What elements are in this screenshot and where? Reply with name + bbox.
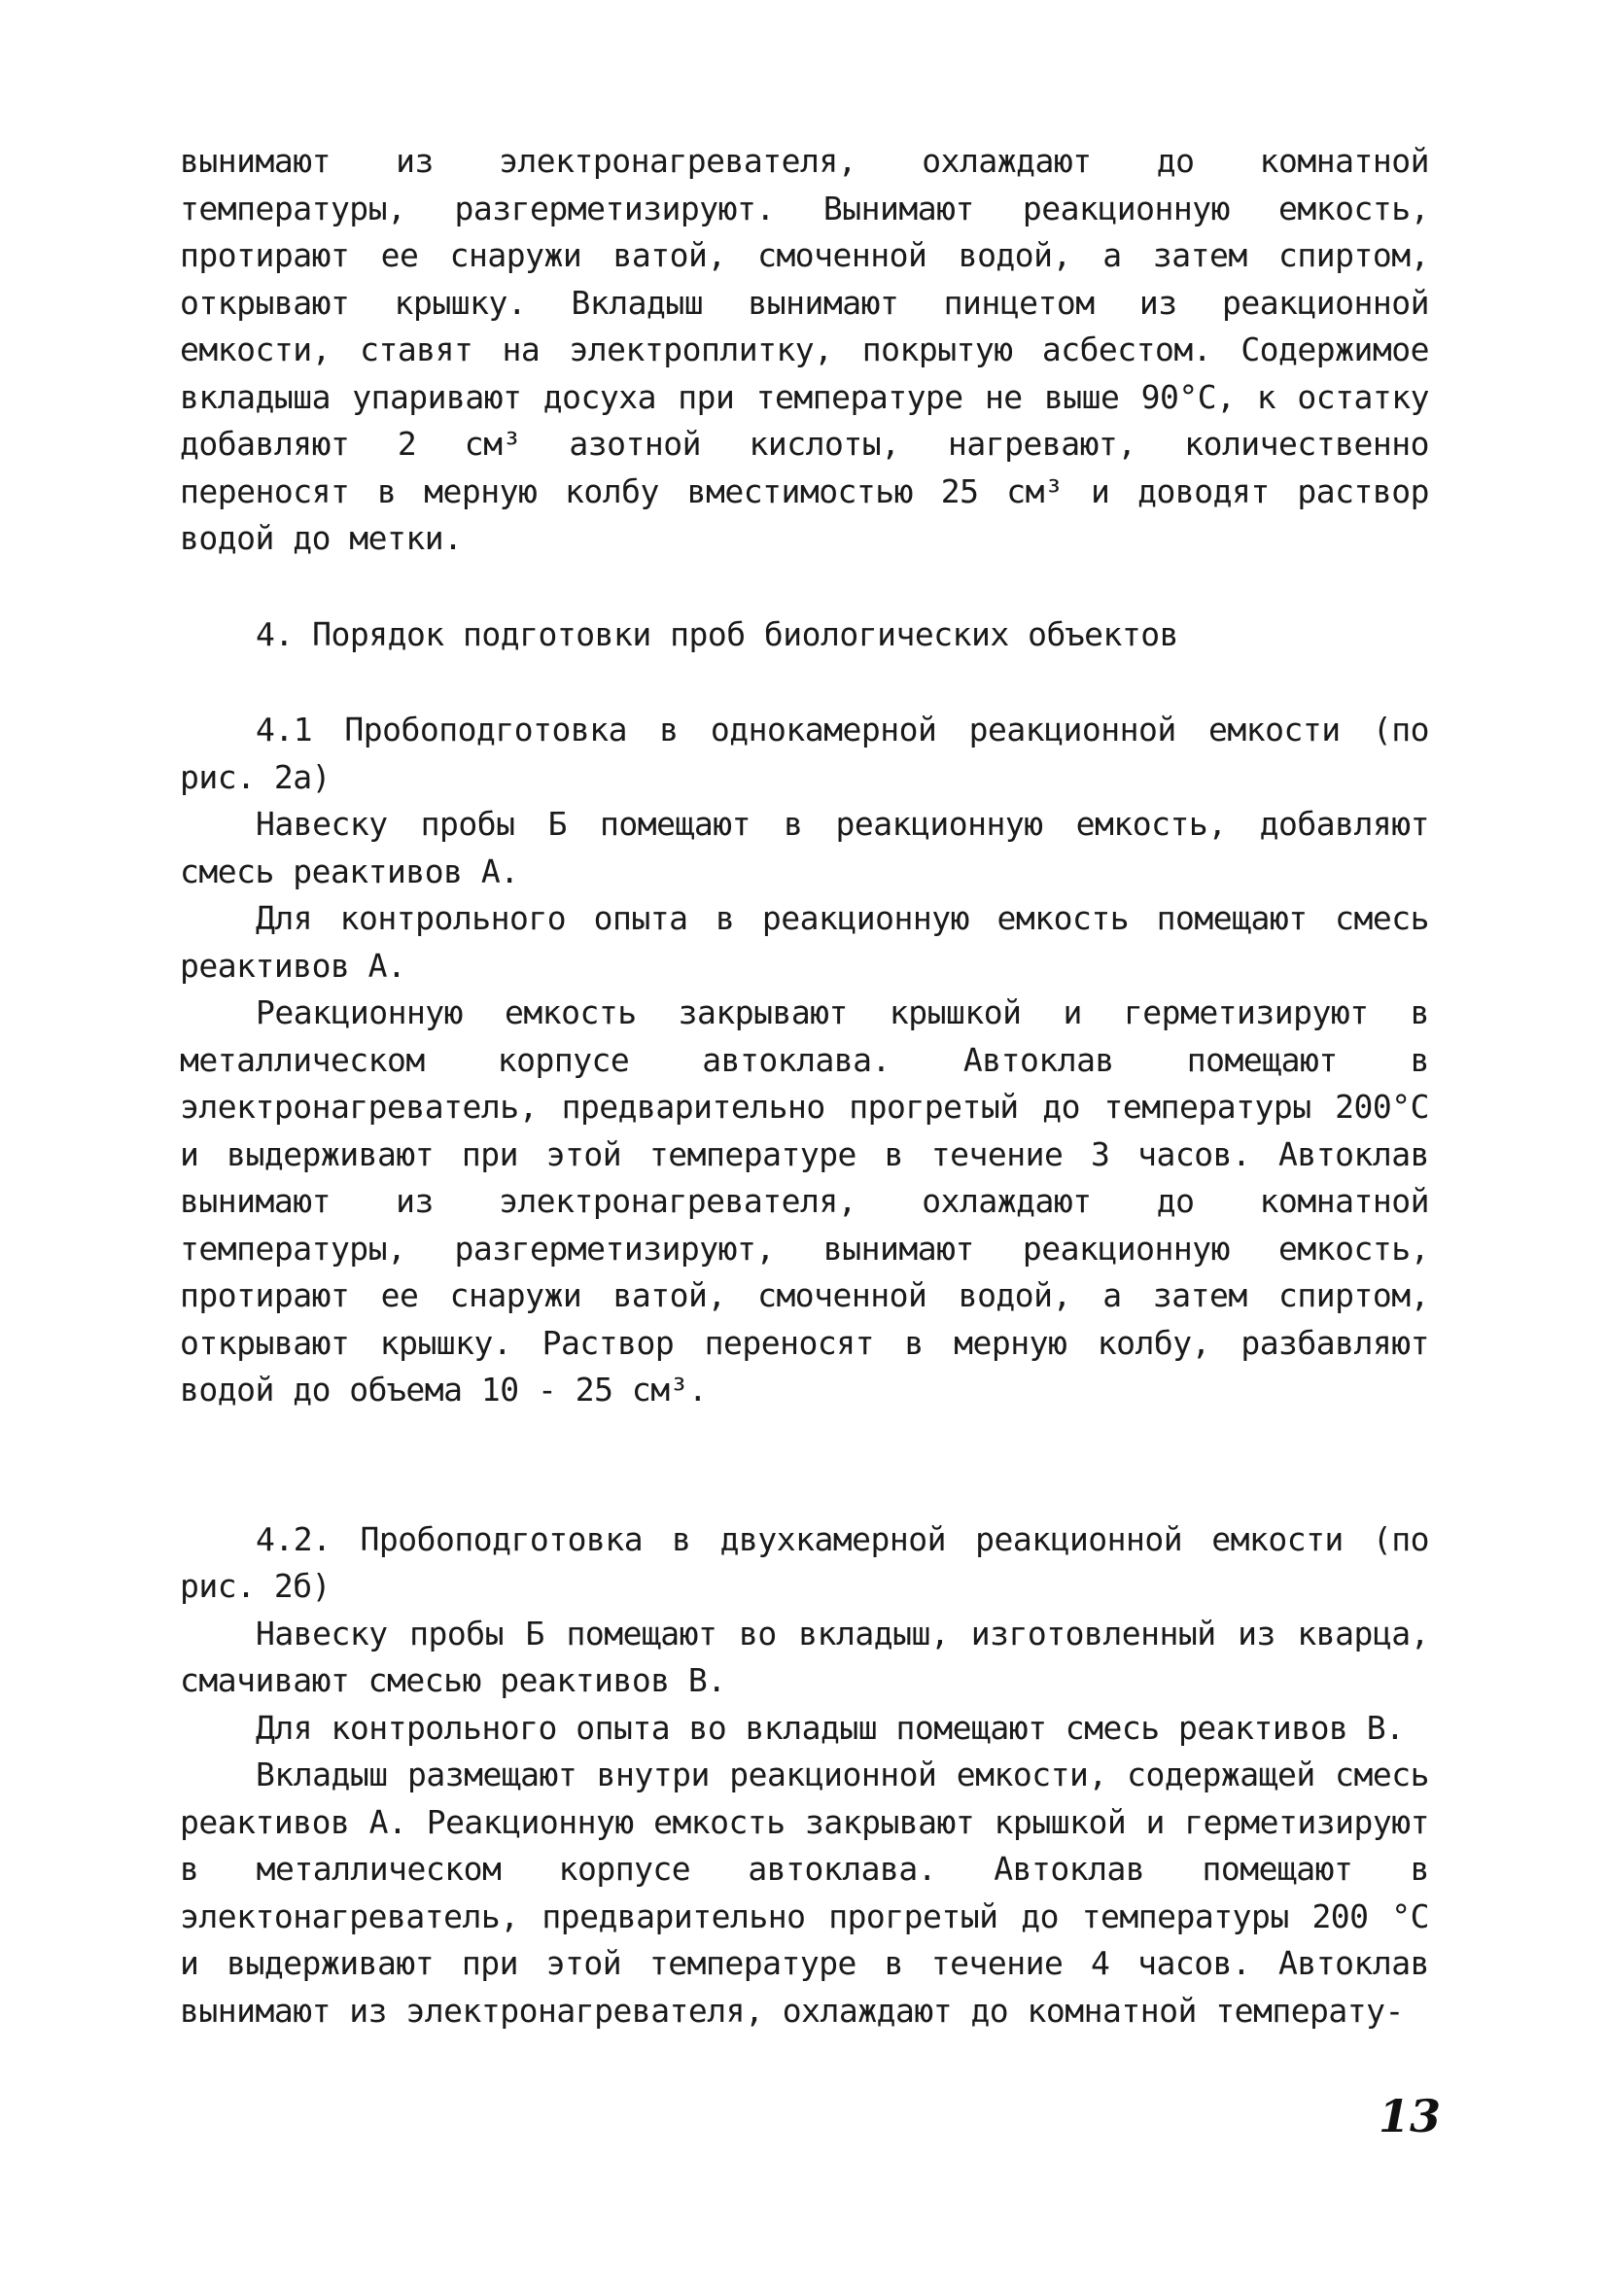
paragraph-4-2-sample: Навеску пробы Б помещают во вкладыш, изготовленный из кварца, смачивают смесью реактивов В. (180, 1614, 1429, 1699)
section-heading-4: 4. Порядок подготовки проб биологических объектов (256, 614, 1179, 653)
paragraph-4-1-control: Для контрольного опыта в реакционную емкость помещают смесь реактивов А. (180, 899, 1429, 985)
paragraph-continuation: вынимают из электронагревателя, охлаждают до комнатной температуры, разгерметизируют. Вынимают реакционную емкость, протирают ее снаружи ватой, смоченной водой, а затем спиртом, открывают крышку. Вкладыш вынимают пинцетом из реакционной емкости, ставят на электроплитку, покрытую асбестом. Содержимое вкладыша упаривают досуха при температуре не выше 90°С, к остатку добавляют 2 см³ азотной кислоты, нагревают, количественно переносят в мерную колбу вместимостью 25 см³ и доводят раствор водой до метки. (180, 142, 1429, 557)
paragraph-4-1-procedure: Реакционную емкость закрывают крышкой и герметизируют в металлическом корпусе автоклава. Автоклав помещают в электронагреватель, предварительно прогретый до температуры 200°С и выдерживают при этой температуре в течение 3 часов. Автоклав вынимают из электронагревателя, охлаждают до комнатной температуры, разгерметизируют, вынимают реакционную емкость, протирают ее снаружи ватой, смоченной водой, а затем спиртом, открывают крышку. Раствор переносят в мерную колбу, разбавляют водой до объема 10 - 25 см³. (180, 993, 1429, 1409)
paragraph-4-1-sample: Навеску пробы Б помещают в реакционную емкость, добавляют смесь реактивов А. (180, 805, 1429, 890)
paragraph-4-2-control: Для контрольного опыта во вкладыш помещают смесь реактивов В. (256, 1708, 1405, 1747)
page-body (180, 138, 1429, 2035)
paragraph-4-2-procedure: Вкладыш размещают внутри реакционной емкости, содержащей смесь реактивов А. Реакционную емкость закрывают крышкой и герметизируют в металлическом корпусе автоклава. Автоклав помещают в электонагреватель, предварительно прогретый до температуры 200 °С и выдерживают при этой температуре в течение 4 часов. Автоклав вынимают из электронагревателя, охлаждают до комнатной температу- (180, 1756, 1429, 2030)
subsection-heading-4-2: 4.2. Пробоподготовка в двухкамерной реакционной емкости (по рис. 2б) (180, 1519, 1429, 1605)
subsection-heading-4-1: 4.1 Пробоподготовка в однокамерной реакционной емкости (по рис. 2а) (180, 711, 1429, 796)
page-number: 13 (1379, 2090, 1442, 2142)
